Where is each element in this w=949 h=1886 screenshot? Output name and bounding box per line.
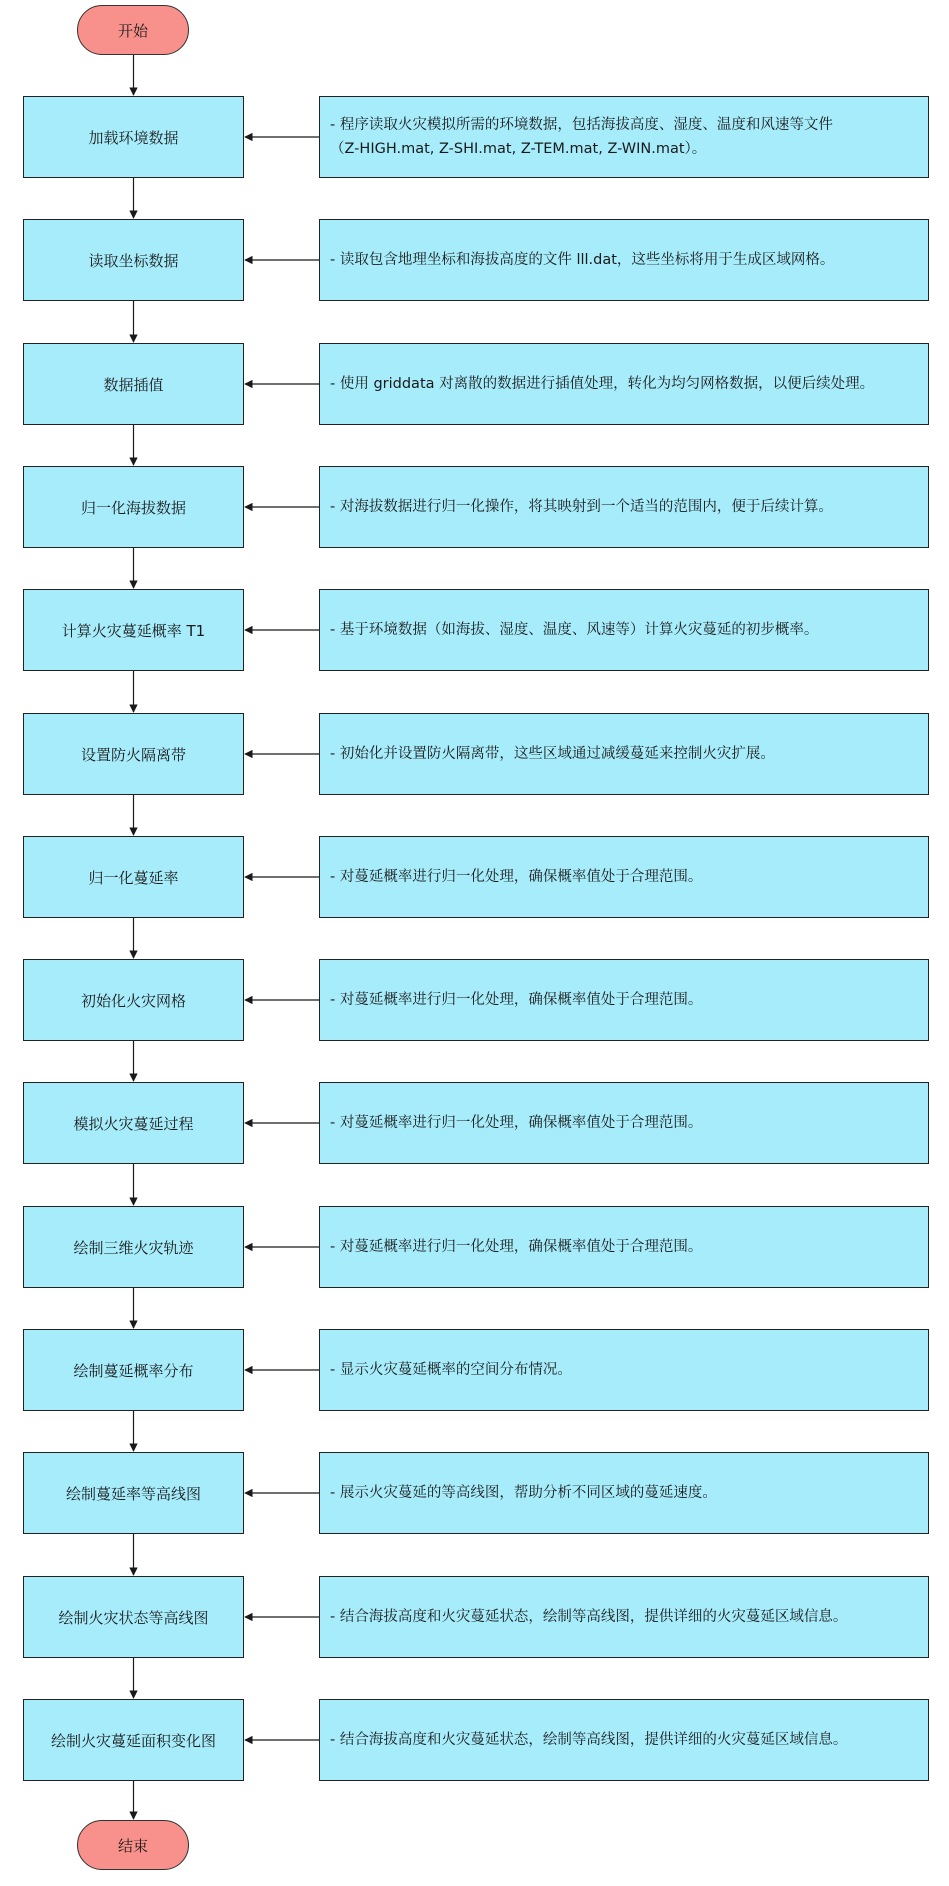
step-description	[319, 1699, 929, 1781]
process-step-label: 绘制火灾状态等高线图	[58, 1608, 209, 1627]
step-description	[319, 1452, 929, 1534]
step-description	[319, 959, 929, 1041]
process-step	[23, 466, 244, 548]
step-description	[319, 1576, 929, 1658]
step-description-text: - 初始化并设置防火隔离带，这些区域通过减缓蔓延来控制火灾扩展。	[330, 746, 775, 762]
process-step	[23, 836, 244, 918]
step-description	[319, 713, 929, 795]
step-description-text: - 基于环境数据（如海拔、湿度、温度、风速等）计算火灾蔓延的初步概率。	[330, 622, 819, 638]
process-step	[23, 1576, 244, 1658]
process-step	[23, 1206, 244, 1288]
process-step-label: 计算火灾蔓延概率 T1	[61, 621, 206, 640]
process-step	[23, 219, 244, 301]
step-description-text: - 显示火灾蔓延概率的空间分布情况。	[330, 1362, 572, 1378]
step-description	[319, 343, 929, 425]
step-description	[319, 96, 929, 178]
process-step	[23, 1452, 244, 1534]
step-description-text: - 读取包含地理坐标和海拔高度的文件 lll.dat，这些坐标将用于生成区域网格。	[330, 252, 835, 268]
step-description-text: - 结合海拔高度和火灾蔓延状态，绘制等高线图，提供详细的火灾蔓延区域信息。	[330, 1732, 848, 1748]
step-description	[319, 836, 929, 918]
process-step	[23, 343, 244, 425]
start-terminal	[77, 5, 189, 55]
step-description-text: - 对蔓延概率进行归一化处理，确保概率值处于合理范围。	[330, 1239, 703, 1255]
process-step-label: 绘制三维火灾轨迹	[73, 1238, 194, 1257]
step-description-text: - 对蔓延概率进行归一化处理，确保概率值处于合理范围。	[330, 1115, 703, 1131]
process-step-label: 绘制火灾蔓延面积变化图	[50, 1731, 216, 1750]
start-label: 开始	[117, 21, 148, 40]
step-description-text: - 对蔓延概率进行归一化处理，确保概率值处于合理范围。	[330, 869, 703, 885]
process-step	[23, 1082, 244, 1164]
step-description	[319, 589, 929, 671]
step-description-text: - 对海拔数据进行归一化操作，将其映射到一个适当的范围内，便于后续计算。	[330, 499, 833, 515]
process-step-label: 绘制蔓延率等高线图	[65, 1484, 201, 1503]
step-description-text: - 程序读取火灾模拟所需的环境数据，包括海拔高度、湿度、温度和风速等文件 （Z-HIGH.mat, Z-SHI.mat, Z-TEM.mat, Z-WIN.mat）。	[330, 117, 833, 157]
process-step	[23, 959, 244, 1041]
step-description	[319, 1082, 929, 1164]
step-description	[319, 1329, 929, 1411]
step-description-text: - 展示火灾蔓延的等高线图，帮助分析不同区域的蔓延速度。	[330, 1485, 717, 1501]
process-step-label: 模拟火灾蔓延过程	[73, 1114, 194, 1133]
process-step-label: 绘制蔓延概率分布	[73, 1361, 194, 1380]
step-description	[319, 466, 929, 548]
step-description-text: - 使用 griddata 对离散的数据进行插值处理，转化为均匀网格数据，以便后续处理。	[330, 376, 875, 392]
process-step-label: 初始化火灾网格	[80, 991, 186, 1010]
process-step-label: 归一化蔓延率	[88, 868, 179, 887]
process-step	[23, 589, 244, 671]
step-description-text: - 结合海拔高度和火灾蔓延状态，绘制等高线图，提供详细的火灾蔓延区域信息。	[330, 1609, 848, 1625]
step-description	[319, 1206, 929, 1288]
process-step	[23, 1329, 244, 1411]
process-step-label: 读取坐标数据	[88, 251, 179, 270]
end-terminal	[77, 1820, 189, 1870]
process-step-label: 归一化海拔数据	[80, 498, 186, 517]
process-step-label: 加载环境数据	[88, 128, 179, 147]
process-step-label: 数据插值	[103, 375, 164, 394]
end-label: 结束	[117, 1836, 148, 1855]
process-step	[23, 1699, 244, 1781]
process-step	[23, 96, 244, 178]
step-description	[319, 219, 929, 301]
process-step	[23, 713, 244, 795]
step-description-text: - 对蔓延概率进行归一化处理，确保概率值处于合理范围。	[330, 992, 703, 1008]
process-step-label: 设置防火隔离带	[80, 745, 186, 764]
